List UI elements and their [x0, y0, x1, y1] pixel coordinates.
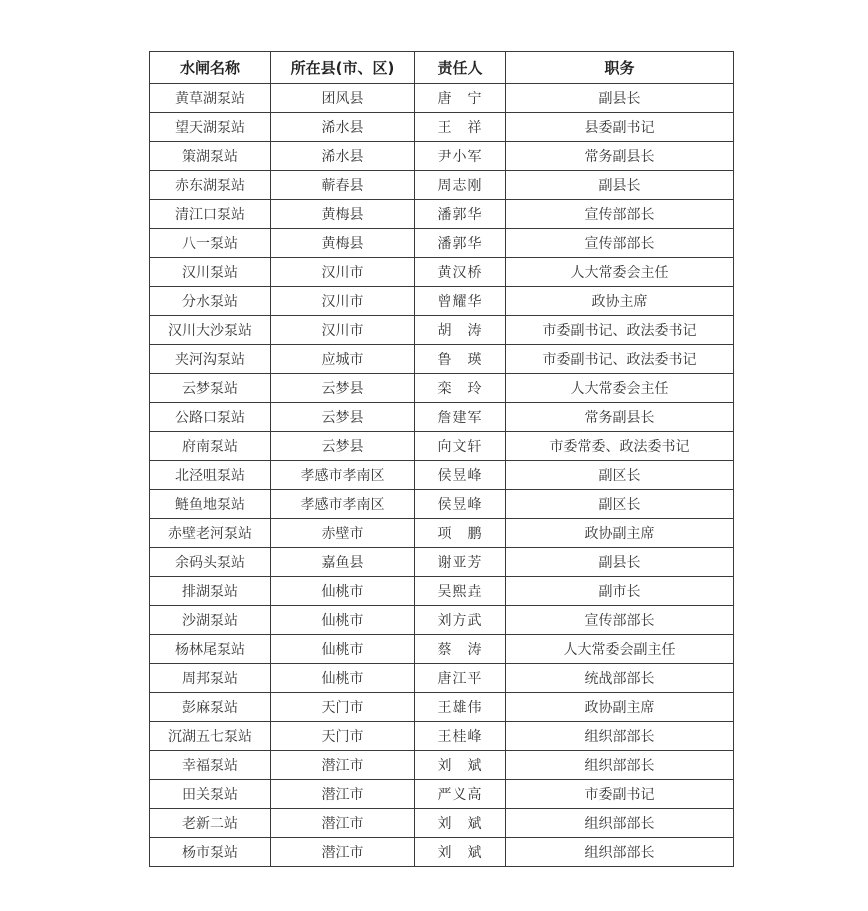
table-row — [150, 171, 734, 200]
cell-responsible-person: 王桂峰 — [415, 722, 506, 751]
cell-gate-name: 黄草湖泵站 — [150, 84, 271, 113]
cell-county: 仙桃市 — [271, 664, 415, 693]
cell-responsible-person: 潘郭华 — [415, 200, 506, 229]
cell-responsible-person: 王 祥 — [415, 113, 506, 142]
table-row — [150, 635, 734, 664]
cell-position: 组织部部长 — [506, 809, 734, 838]
cell-gate-name: 赤壁老河泵站 — [150, 519, 271, 548]
cell-county: 潜江市 — [271, 780, 415, 809]
table-header — [150, 52, 734, 84]
header-responsible-person: 责任人 — [415, 52, 506, 84]
cell-responsible-person: 向文轩 — [415, 432, 506, 461]
cell-responsible-person: 胡 涛 — [415, 316, 506, 345]
cell-position: 统战部部长 — [506, 664, 734, 693]
cell-gate-name: 鲢鱼地泵站 — [150, 490, 271, 519]
cell-gate-name: 杨林尾泵站 — [150, 635, 271, 664]
cell-responsible-person: 侯昱峰 — [415, 461, 506, 490]
table-row — [150, 461, 734, 490]
cell-gate-name: 望天湖泵站 — [150, 113, 271, 142]
table-row — [150, 664, 734, 693]
table-row — [150, 722, 734, 751]
table-row — [150, 577, 734, 606]
table-row — [150, 548, 734, 577]
cell-position: 组织部部长 — [506, 722, 734, 751]
table-row — [150, 229, 734, 258]
cell-county: 潜江市 — [271, 751, 415, 780]
cell-county: 潜江市 — [271, 838, 415, 867]
cell-position: 组织部部长 — [506, 751, 734, 780]
cell-position: 常务副县长 — [506, 142, 734, 171]
cell-responsible-person: 侯昱峰 — [415, 490, 506, 519]
header-gate-name: 水闸名称 — [150, 52, 271, 84]
cell-county: 黄梅县 — [271, 229, 415, 258]
cell-gate-name: 府南泵站 — [150, 432, 271, 461]
cell-gate-name: 清江口泵站 — [150, 200, 271, 229]
cell-county: 仙桃市 — [271, 606, 415, 635]
cell-county: 仙桃市 — [271, 577, 415, 606]
cell-gate-name: 幸福泵站 — [150, 751, 271, 780]
header-county: 所在县(市、区) — [271, 52, 415, 84]
cell-position: 政协副主席 — [506, 519, 734, 548]
cell-county: 天门市 — [271, 693, 415, 722]
cell-position: 人大常委会主任 — [506, 258, 734, 287]
cell-position: 政协副主席 — [506, 693, 734, 722]
cell-gate-name: 周邦泵站 — [150, 664, 271, 693]
table-row — [150, 693, 734, 722]
cell-responsible-person: 尹小军 — [415, 142, 506, 171]
responsibility-table — [149, 51, 734, 867]
table-row — [150, 345, 734, 374]
cell-county: 云梦县 — [271, 432, 415, 461]
cell-responsible-person: 唐 宁 — [415, 84, 506, 113]
cell-gate-name: 北泾咀泵站 — [150, 461, 271, 490]
cell-gate-name: 公路口泵站 — [150, 403, 271, 432]
cell-position: 宣传部部长 — [506, 606, 734, 635]
cell-gate-name: 排湖泵站 — [150, 577, 271, 606]
cell-county: 浠水县 — [271, 113, 415, 142]
cell-position: 人大常委会主任 — [506, 374, 734, 403]
cell-responsible-person: 栾 玲 — [415, 374, 506, 403]
table-row — [150, 113, 734, 142]
cell-responsible-person: 严义高 — [415, 780, 506, 809]
table-row — [150, 432, 734, 461]
header-position: 职务 — [506, 52, 734, 84]
table-row — [150, 403, 734, 432]
cell-county: 汉川市 — [271, 287, 415, 316]
cell-position: 副区长 — [506, 490, 734, 519]
table-row — [150, 519, 734, 548]
cell-county: 嘉鱼县 — [271, 548, 415, 577]
cell-responsible-person: 刘方武 — [415, 606, 506, 635]
cell-position: 常务副县长 — [506, 403, 734, 432]
cell-responsible-person: 曾耀华 — [415, 287, 506, 316]
cell-position: 人大常委会副主任 — [506, 635, 734, 664]
cell-county: 云梦县 — [271, 403, 415, 432]
cell-position: 市委常委、政法委书记 — [506, 432, 734, 461]
cell-gate-name: 策湖泵站 — [150, 142, 271, 171]
cell-position: 副县长 — [506, 171, 734, 200]
cell-gate-name: 沉湖五七泵站 — [150, 722, 271, 751]
cell-position: 组织部部长 — [506, 838, 734, 867]
cell-gate-name: 老新二站 — [150, 809, 271, 838]
table-row — [150, 374, 734, 403]
cell-gate-name: 田关泵站 — [150, 780, 271, 809]
cell-position: 市委副书记、政法委书记 — [506, 345, 734, 374]
cell-county: 应城市 — [271, 345, 415, 374]
cell-responsible-person: 王雄伟 — [415, 693, 506, 722]
table-row — [150, 751, 734, 780]
cell-position: 副县长 — [506, 548, 734, 577]
cell-position: 宣传部部长 — [506, 200, 734, 229]
cell-county: 潜江市 — [271, 809, 415, 838]
cell-gate-name: 汉川泵站 — [150, 258, 271, 287]
table-row — [150, 316, 734, 345]
table-row — [150, 809, 734, 838]
cell-position: 政协主席 — [506, 287, 734, 316]
cell-position: 县委副书记 — [506, 113, 734, 142]
cell-responsible-person: 刘 斌 — [415, 838, 506, 867]
table-row — [150, 287, 734, 316]
cell-county: 蕲春县 — [271, 171, 415, 200]
cell-responsible-person: 吴熙垚 — [415, 577, 506, 606]
cell-responsible-person: 刘 斌 — [415, 809, 506, 838]
cell-responsible-person: 鲁 瑛 — [415, 345, 506, 374]
cell-county: 黄梅县 — [271, 200, 415, 229]
cell-gate-name: 赤东湖泵站 — [150, 171, 271, 200]
cell-responsible-person: 唐江平 — [415, 664, 506, 693]
table-row — [150, 490, 734, 519]
cell-gate-name: 分水泵站 — [150, 287, 271, 316]
cell-county: 赤壁市 — [271, 519, 415, 548]
cell-county: 汉川市 — [271, 316, 415, 345]
cell-position: 副区长 — [506, 461, 734, 490]
cell-position: 市委副书记、政法委书记 — [506, 316, 734, 345]
cell-county: 汉川市 — [271, 258, 415, 287]
header-row — [150, 52, 734, 84]
table-row — [150, 84, 734, 113]
cell-gate-name: 彭麻泵站 — [150, 693, 271, 722]
cell-county: 浠水县 — [271, 142, 415, 171]
cell-gate-name: 余码头泵站 — [150, 548, 271, 577]
table-row — [150, 258, 734, 287]
cell-county: 云梦县 — [271, 374, 415, 403]
cell-county: 天门市 — [271, 722, 415, 751]
cell-gate-name: 八一泵站 — [150, 229, 271, 258]
cell-county: 孝感市孝南区 — [271, 461, 415, 490]
document-page — [149, 51, 733, 867]
cell-responsible-person: 詹建军 — [415, 403, 506, 432]
table-row — [150, 606, 734, 635]
cell-county: 团风县 — [271, 84, 415, 113]
cell-gate-name: 夹河沟泵站 — [150, 345, 271, 374]
table-row — [150, 200, 734, 229]
cell-position: 副市长 — [506, 577, 734, 606]
cell-position: 宣传部部长 — [506, 229, 734, 258]
cell-position: 副县长 — [506, 84, 734, 113]
cell-gate-name: 汉川大沙泵站 — [150, 316, 271, 345]
table-row — [150, 838, 734, 867]
cell-responsible-person: 蔡 涛 — [415, 635, 506, 664]
cell-position: 市委副书记 — [506, 780, 734, 809]
cell-responsible-person: 周志刚 — [415, 171, 506, 200]
cell-county: 孝感市孝南区 — [271, 490, 415, 519]
table-row — [150, 780, 734, 809]
cell-gate-name: 云梦泵站 — [150, 374, 271, 403]
cell-gate-name: 沙湖泵站 — [150, 606, 271, 635]
cell-responsible-person: 刘 斌 — [415, 751, 506, 780]
cell-county: 仙桃市 — [271, 635, 415, 664]
table-row — [150, 142, 734, 171]
cell-responsible-person: 谢亚芳 — [415, 548, 506, 577]
table-body — [150, 84, 734, 867]
cell-gate-name: 杨市泵站 — [150, 838, 271, 867]
cell-responsible-person: 项 鹏 — [415, 519, 506, 548]
cell-responsible-person: 潘郭华 — [415, 229, 506, 258]
cell-responsible-person: 黄汉桥 — [415, 258, 506, 287]
